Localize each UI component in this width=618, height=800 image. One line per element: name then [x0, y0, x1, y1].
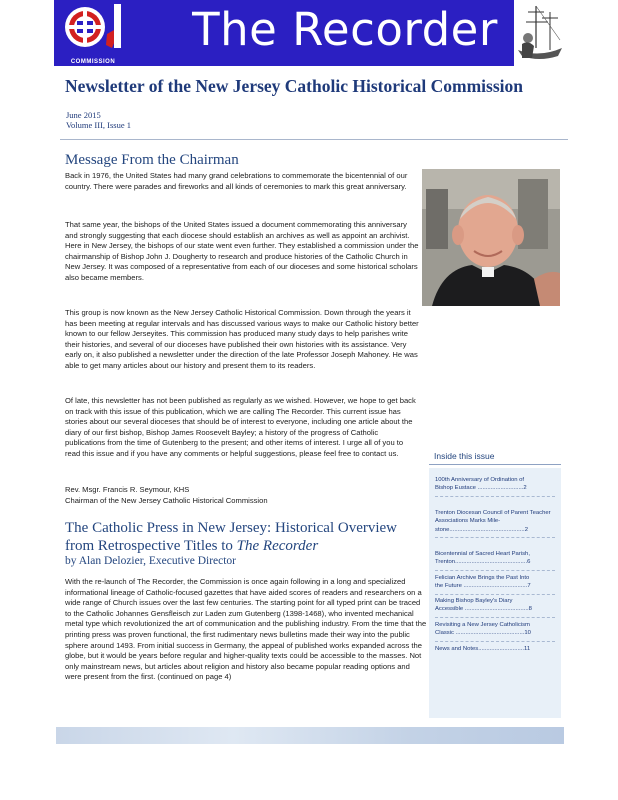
commission-seal-icon — [54, 0, 130, 66]
toc-item[interactable] — [435, 476, 555, 497]
toc-item-line: Bishop Eustace ............................2 — [435, 485, 527, 492]
masthead-title: The Recorder — [192, 3, 498, 56]
toc-item[interactable] — [435, 550, 555, 571]
toc-item-line: Accessible .......................................8 — [435, 606, 532, 613]
masthead-banner — [54, 0, 564, 66]
toc-item-line: Felician Archive Brings the Past Into — [435, 575, 530, 581]
chairman-paragraph-1: Back in 1976, the United States had many grand celebrations to commemorate the bicentennial of our country. There were parades and fireworks and all kinds of ceremonies to mark this great anniversary. — [65, 171, 408, 191]
toc-item-line: Bicentennial of Sacred Heart Parish, — [435, 551, 530, 557]
chairman-photo — [422, 169, 560, 306]
press-paragraph: With the re-launch of The Recorder, the Commission is once again following in a long and specialized informational lineage of Catholic-focused gazettes that have aided scores of readers and researchers on a wide range of Church issues over the last few centuries. The starting point for all typed print can be traced to the Catholic Johannes Gensfleisch zur Laden zum Gutenberg (1398-1468), who invented mechanical metal type which revolutionized the art of communication and the publishing industry. From the time that the printing press was proven functional, the first rudimentary news bulletins made their way into the public sphere around 1493. From initial success in Germany, the appeal of published works expanded across the globe, but it would be years before regular and higher-quality texts could be accessible to the masses. Not only mainstream news, but articles about religion and history also became popular reading options and were present from the first. (continued on page 4) — [65, 577, 427, 682]
chairman-paragraph-2: That same year, the bishops of the United States issued a document commemorating this anniversary and strongly suggesting that each diocese should establish an archives as well as appoint an archivist. Here in New Jersey, the bishops of our state went even further. They established a commission under the chairmanship of Bishop John J. Dougherty to research and produce histories of the Catholic Church in New Jersey. It was composed of a representative from each of our dioceses and some historical scholars also became members. — [65, 220, 419, 282]
toc-item-line: Trenton............................................6 — [435, 559, 531, 566]
toc-item[interactable] — [435, 574, 555, 595]
chairman-paragraph-4: Of late, this newsletter has not been published as regularly as we wished. However, we hope to get back on track with this issue of this publication, which we are calling The Recorder. This current issue has stories about our several dioceses that should be of interest to everyone, including one article about the diary of our first bishop, Bishop James Roosevelt Bayley; a history of the progress of Catholic publications from the time of Gutenberg to the present; and other items of interest. I urge all of you to read this issue and if you have any comments or helpful suggestions, please feel free to contact us. — [65, 396, 416, 458]
press-byline: by Alan Delozier, Executive Director — [65, 555, 237, 567]
ship-illustration — [513, 0, 564, 66]
toc-item-line: the Future .......................................7 — [435, 583, 531, 590]
toc-item[interactable] — [435, 621, 555, 642]
signature-name: Rev. Msgr. Francis R. Seymour, KHS — [65, 485, 190, 494]
ship-icon — [514, 0, 564, 66]
toc-item-line: Trenton Diocesan Council of Parent Teacher Associations Marks Mile- — [435, 510, 551, 525]
logo-commission-text: COMMISSION — [70, 59, 116, 65]
toc-item-line: Making Bishop Bayley's Diary — [435, 598, 513, 604]
press-heading-italic: The Recorder — [236, 538, 319, 554]
toc-item-line: stone..............................................2 — [435, 526, 528, 533]
press-heading — [65, 519, 415, 555]
toc-item[interactable] — [435, 597, 555, 618]
toc-item-line: Classic ..........................................10 — [435, 630, 531, 637]
chairman-portrait-image — [422, 169, 560, 306]
footer-bar — [56, 727, 564, 744]
toc-item[interactable] — [435, 645, 555, 656]
issue-volume: Volume III, Issue 1 — [66, 120, 131, 130]
inside-issue-title: Inside this issue — [434, 451, 495, 461]
toc-item[interactable] — [435, 509, 555, 538]
commission-logo — [54, 0, 130, 66]
newsletter-title: Newsletter of the New Jersey Catholic Historical Commission — [65, 76, 523, 96]
toc-item-line: Revisiting a New Jersey Catholicism — [435, 622, 530, 628]
chairman-heading: Message From the Chairman — [65, 152, 239, 168]
press-heading-text: The Catholic Press in New Jersey: Historical Overview from Retrospective Titles to — [65, 520, 397, 554]
toc-item-line: News and Notes............................11 — [435, 646, 531, 652]
chairman-paragraph-3: This group is now known as the New Jersey Catholic Historical Commission. Down through the years it has been meeting at regular intervals and has discussed various ways to make our Catholic history better known to our fellow Jerseyites. This commission has produced many study days to help parishes write their histories, and several of our dioceses have published their own histories with its assistance. Very early on, it also published a newsletter under the direction of the late Professor Joseph Mahoney. He was able to get many articles about our history and present them to its readers. — [65, 308, 419, 370]
signature-title: Chairman of the New Jersey Catholic Historical Commission — [65, 496, 268, 505]
inside-issue-divider — [429, 464, 561, 465]
header-divider — [60, 139, 568, 140]
issue-date: June 2015 — [66, 110, 101, 120]
toc-item-line: 100th Anniversary of Ordination of — [435, 477, 525, 483]
